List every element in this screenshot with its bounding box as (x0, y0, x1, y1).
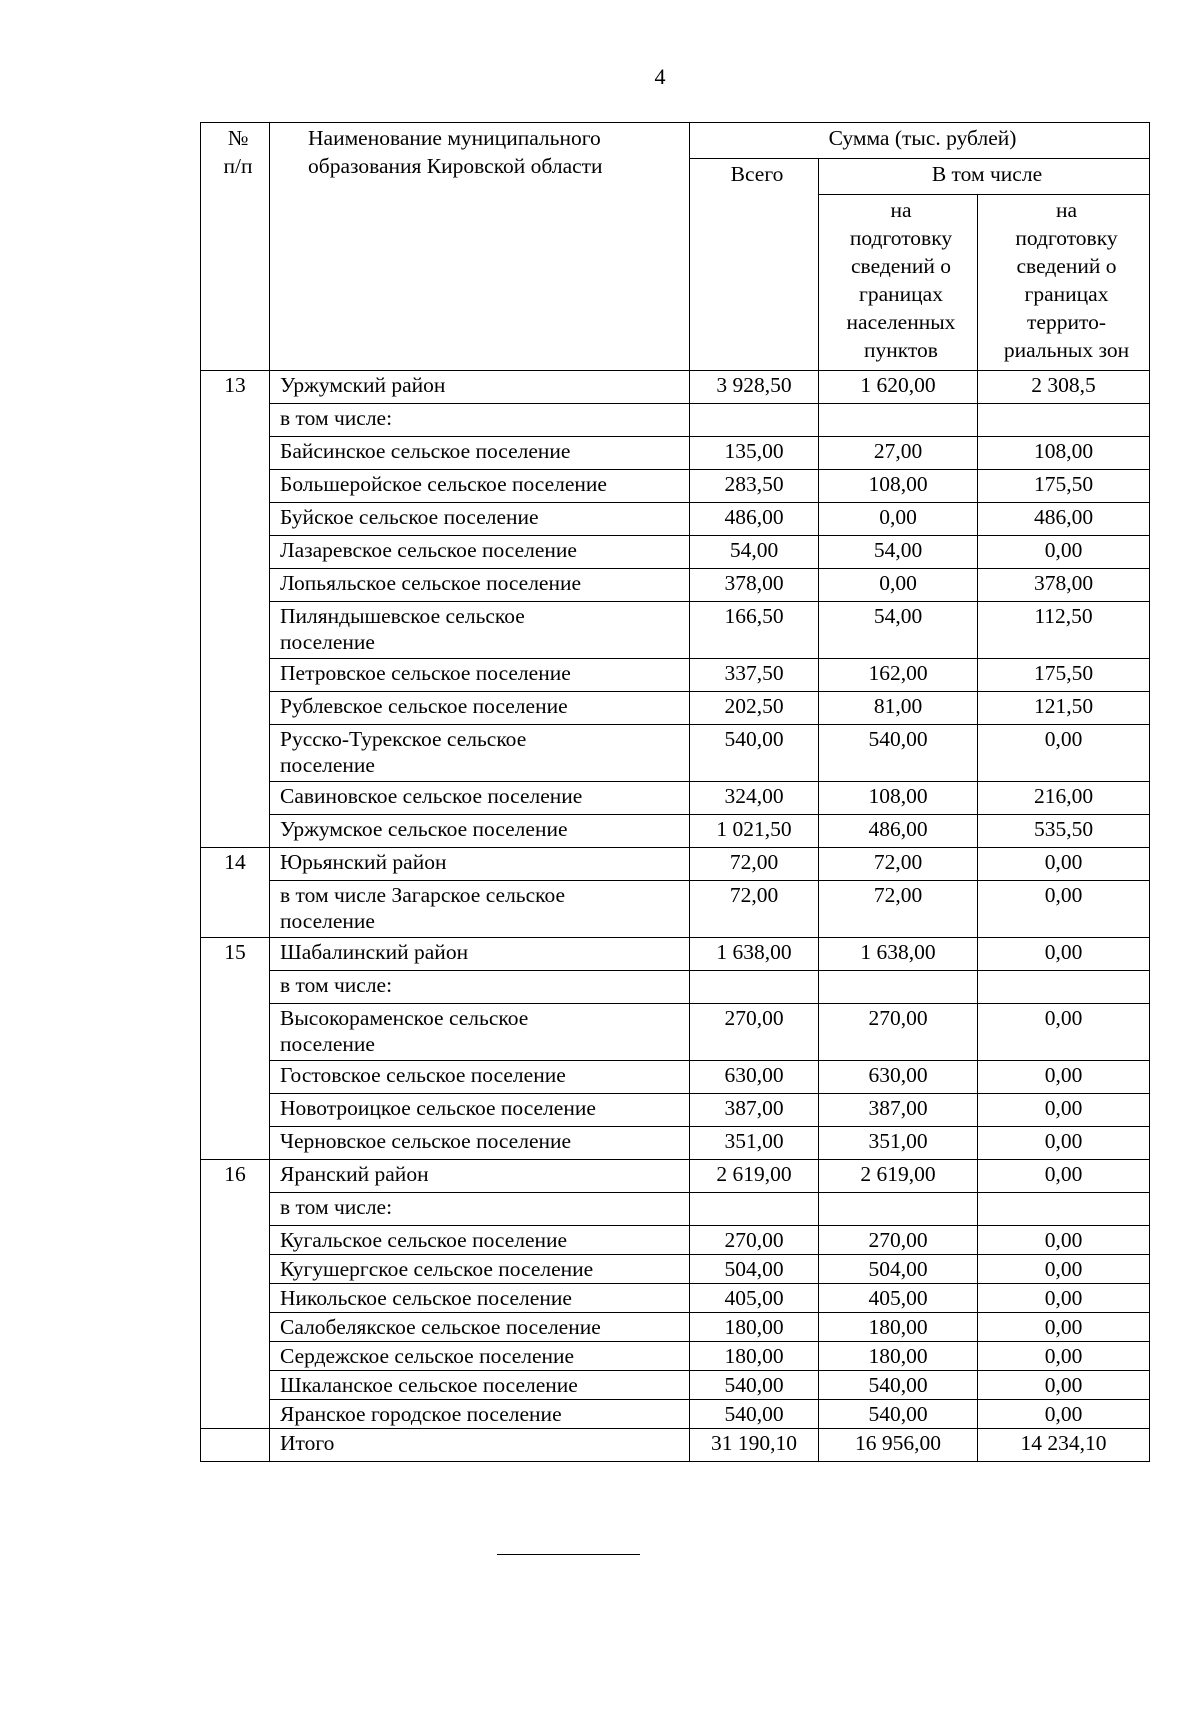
row-number: 13 (201, 371, 270, 404)
row-zones: 0,00 (978, 725, 1150, 782)
row-zones: 0,00 (978, 1127, 1150, 1160)
row-total: 180,00 (690, 1313, 819, 1342)
row-settlements (819, 971, 978, 1004)
row-total (690, 404, 819, 437)
row-number (201, 725, 270, 782)
table-body (201, 371, 1150, 1462)
row-total: 387,00 (690, 1094, 819, 1127)
row-total (690, 971, 819, 1004)
table-row (201, 536, 1150, 569)
row-settlements: 1 638,00 (819, 938, 978, 971)
row-zones: 0,00 (978, 938, 1150, 971)
row-number (201, 1004, 270, 1061)
row-name: Салобелякское сельское поселение (270, 1313, 690, 1342)
row-name: Русско-Турекское сельское поселение (270, 725, 690, 782)
row-settlements: 162,00 (819, 659, 978, 692)
row-name: Высокораменское сельское поселение (270, 1004, 690, 1061)
row-total: 1 638,00 (690, 938, 819, 971)
row-total: 540,00 (690, 1400, 819, 1429)
header-sum: Сумма (тыс. рублей) (690, 123, 1150, 159)
row-number (201, 659, 270, 692)
row-name: в том числе: (270, 404, 690, 437)
row-name: Пиляндышевское сельское поселение (270, 602, 690, 659)
row-number (201, 1371, 270, 1400)
row-number (201, 536, 270, 569)
table-row (201, 371, 1150, 404)
row-total: 378,00 (690, 569, 819, 602)
table-row (201, 1127, 1150, 1160)
row-zones: 0,00 (978, 1371, 1150, 1400)
row-name: Шабалинский район (270, 938, 690, 971)
table-row (201, 1400, 1150, 1429)
row-zones: 112,50 (978, 602, 1150, 659)
row-settlements: 108,00 (819, 782, 978, 815)
table-row (201, 503, 1150, 536)
row-settlements: 108,00 (819, 470, 978, 503)
row-total: 166,50 (690, 602, 819, 659)
row-zones: 108,00 (978, 437, 1150, 470)
row-number (201, 602, 270, 659)
row-total: 270,00 (690, 1004, 819, 1061)
row-total: 324,00 (690, 782, 819, 815)
page-number: 4 (654, 64, 666, 89)
row-name: Черновское сельское поселение (270, 1127, 690, 1160)
table-row (201, 1255, 1150, 1284)
row-total: 135,00 (690, 437, 819, 470)
row-name: Яранское городское поселение (270, 1400, 690, 1429)
row-total: 405,00 (690, 1284, 819, 1313)
row-total: 72,00 (690, 848, 819, 881)
row-settlements (819, 1193, 978, 1226)
row-zones: 486,00 (978, 503, 1150, 536)
row-total: 351,00 (690, 1127, 819, 1160)
row-settlements: 27,00 (819, 437, 978, 470)
row-number (201, 1342, 270, 1371)
row-number (201, 692, 270, 725)
row-total: 283,50 (690, 470, 819, 503)
row-zones: 121,50 (978, 692, 1150, 725)
table-row (201, 1342, 1150, 1371)
row-number (201, 782, 270, 815)
header-col-zones-text: на подготовку сведений о границах террито- риальных зон (1003, 198, 1130, 362)
row-number (201, 404, 270, 437)
row-zones: 535,50 (978, 815, 1150, 848)
table-row (201, 1094, 1150, 1127)
row-name: Сердежское сельское поселение (270, 1342, 690, 1371)
row-name: Петровское сельское поселение (270, 659, 690, 692)
table-row (201, 725, 1150, 782)
row-zones: 14 234,10 (978, 1429, 1150, 1462)
row-number (201, 1429, 270, 1462)
row-zones: 378,00 (978, 569, 1150, 602)
table-row (201, 782, 1150, 815)
row-name: Савиновское сельское поселение (270, 782, 690, 815)
row-name: Байсинское сельское поселение (270, 437, 690, 470)
row-zones: 0,00 (978, 1400, 1150, 1429)
row-settlements: 72,00 (819, 881, 978, 938)
row-settlements: 270,00 (819, 1226, 978, 1255)
table-row (201, 1004, 1150, 1061)
row-zones: 0,00 (978, 1004, 1150, 1061)
row-settlements: 0,00 (819, 569, 978, 602)
row-number: 15 (201, 938, 270, 971)
row-settlements: 405,00 (819, 1284, 978, 1313)
row-number (201, 1226, 270, 1255)
row-number (201, 1061, 270, 1094)
row-name: Никольское сельское поселение (270, 1284, 690, 1313)
row-zones: 0,00 (978, 1094, 1150, 1127)
row-number (201, 1094, 270, 1127)
row-settlements: 540,00 (819, 725, 978, 782)
row-total (690, 1193, 819, 1226)
row-settlements: 504,00 (819, 1255, 978, 1284)
row-settlements: 540,00 (819, 1400, 978, 1429)
row-number (201, 971, 270, 1004)
table-row (201, 1429, 1150, 1462)
row-name: Буйское сельское поселение (270, 503, 690, 536)
row-settlements: 630,00 (819, 1061, 978, 1094)
row-total: 540,00 (690, 1371, 819, 1400)
row-total: 486,00 (690, 503, 819, 536)
row-zones: 216,00 (978, 782, 1150, 815)
row-zones: 0,00 (978, 1342, 1150, 1371)
table-row (201, 692, 1150, 725)
table-row (201, 1226, 1150, 1255)
row-number (201, 1313, 270, 1342)
row-name: Яранский район (270, 1160, 690, 1193)
row-name: Кугушергское сельское поселение (270, 1255, 690, 1284)
row-settlements: 54,00 (819, 536, 978, 569)
row-zones: 2 308,5 (978, 371, 1150, 404)
row-name: Уржумский район (270, 371, 690, 404)
header-col-settlements (819, 195, 978, 371)
row-number (201, 1193, 270, 1226)
row-settlements: 180,00 (819, 1313, 978, 1342)
row-name: Шкаланское сельское поселение (270, 1371, 690, 1400)
table-row (201, 1284, 1150, 1313)
table-row (201, 848, 1150, 881)
row-number (201, 437, 270, 470)
row-settlements: 270,00 (819, 1004, 978, 1061)
row-name: в том числе: (270, 1193, 690, 1226)
row-name: Лазаревское сельское поселение (270, 536, 690, 569)
row-name: Юрьянский район (270, 848, 690, 881)
table-row (201, 569, 1150, 602)
row-number (201, 503, 270, 536)
row-total: 72,00 (690, 881, 819, 938)
row-total: 504,00 (690, 1255, 819, 1284)
header-num-text: № п/п (223, 126, 253, 178)
row-settlements: 486,00 (819, 815, 978, 848)
header-total: Всего (690, 159, 819, 371)
allocation-table (200, 122, 1150, 1462)
row-name: в том числе Загарское сельское поселение (270, 881, 690, 938)
table-row (201, 437, 1150, 470)
row-zones: 0,00 (978, 1284, 1150, 1313)
row-settlements: 540,00 (819, 1371, 978, 1400)
row-zones: 175,50 (978, 470, 1150, 503)
table-row (201, 971, 1150, 1004)
row-settlements: 16 956,00 (819, 1429, 978, 1462)
table-row (201, 815, 1150, 848)
row-name: в том числе: (270, 971, 690, 1004)
table-row (201, 938, 1150, 971)
row-zones: 0,00 (978, 1255, 1150, 1284)
row-settlements (819, 404, 978, 437)
row-settlements: 81,00 (819, 692, 978, 725)
row-name: Уржумское сельское поселение (270, 815, 690, 848)
table-row (201, 470, 1150, 503)
row-name: Кугальское сельское поселение (270, 1226, 690, 1255)
row-settlements: 2 619,00 (819, 1160, 978, 1193)
end-divider (497, 1554, 640, 1555)
row-zones: 0,00 (978, 1313, 1150, 1342)
row-name: Гостовское сельское поселение (270, 1061, 690, 1094)
row-zones: 0,00 (978, 536, 1150, 569)
row-total: 31 190,10 (690, 1429, 819, 1462)
row-number (201, 1127, 270, 1160)
row-zones (978, 971, 1150, 1004)
row-zones: 0,00 (978, 1061, 1150, 1094)
row-total: 180,00 (690, 1342, 819, 1371)
table-row (201, 881, 1150, 938)
row-total: 630,00 (690, 1061, 819, 1094)
row-number (201, 881, 270, 938)
row-total: 3 928,50 (690, 371, 819, 404)
row-number (201, 569, 270, 602)
table-row (201, 1313, 1150, 1342)
row-number (201, 1400, 270, 1429)
row-number (201, 815, 270, 848)
header-col-zones (978, 195, 1150, 371)
row-number (201, 1284, 270, 1313)
header-name (270, 123, 690, 371)
row-name: Большеройское сельское поселение (270, 470, 690, 503)
header-including: В том числе (819, 159, 1150, 195)
header-name-text: Наименование муниципального образования Кировской области (308, 126, 603, 178)
row-zones (978, 404, 1150, 437)
row-total: 540,00 (690, 725, 819, 782)
row-settlements: 72,00 (819, 848, 978, 881)
table-row (201, 1061, 1150, 1094)
row-name: Лопьяльское сельское поселение (270, 569, 690, 602)
row-number: 16 (201, 1160, 270, 1193)
row-total: 2 619,00 (690, 1160, 819, 1193)
row-total: 54,00 (690, 536, 819, 569)
table-row (201, 1371, 1150, 1400)
row-settlements: 54,00 (819, 602, 978, 659)
table-row (201, 1193, 1150, 1226)
table-row (201, 659, 1150, 692)
row-zones: 0,00 (978, 848, 1150, 881)
row-zones: 0,00 (978, 881, 1150, 938)
table-row (201, 1160, 1150, 1193)
row-zones (978, 1193, 1150, 1226)
row-zones: 0,00 (978, 1160, 1150, 1193)
table-header (201, 123, 1150, 371)
row-name: Новотроицкое сельское поселение (270, 1094, 690, 1127)
row-total: 1 021,50 (690, 815, 819, 848)
row-name: Рублевское сельское поселение (270, 692, 690, 725)
table-row (201, 404, 1150, 437)
row-name: Итого (270, 1429, 690, 1462)
row-settlements: 387,00 (819, 1094, 978, 1127)
header-col-settlements-text: на подготовку сведений о границах населенных пунктов (846, 198, 956, 362)
row-number (201, 470, 270, 503)
row-total: 202,50 (690, 692, 819, 725)
header-num (201, 123, 270, 371)
row-number (201, 1255, 270, 1284)
row-total: 337,50 (690, 659, 819, 692)
row-zones: 175,50 (978, 659, 1150, 692)
row-settlements: 180,00 (819, 1342, 978, 1371)
table-row (201, 602, 1150, 659)
row-total: 270,00 (690, 1226, 819, 1255)
row-settlements: 1 620,00 (819, 371, 978, 404)
row-settlements: 0,00 (819, 503, 978, 536)
row-number: 14 (201, 848, 270, 881)
row-settlements: 351,00 (819, 1127, 978, 1160)
row-zones: 0,00 (978, 1226, 1150, 1255)
